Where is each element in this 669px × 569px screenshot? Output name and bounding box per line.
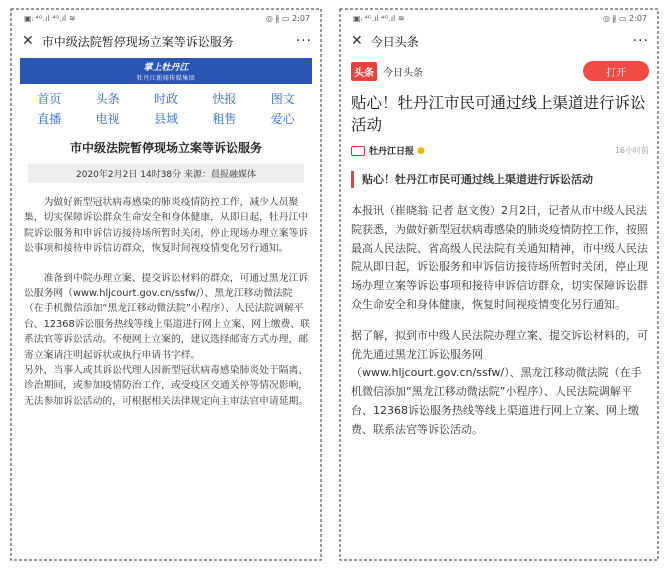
article-paragraph: 为做好新型冠状病毒感染的肺炎疫情防控工作，减少人员聚集，切实保障诉讼群众生命安全和身体健康，从即日起，牡丹江中院诉讼服务和申诉信访接待场所暂时关闭，停止现场办理立案等诉讼事项和接待申诉信访群众，恢复时间视疫情变化另行通知。 — [24, 197, 309, 255]
article-paragraph: 另外，当事人或其诉讼代理人因新型冠状病毒感染肺炎处于隔离、诊治期间，或参加疫情防治工作，或受疫区交通关停等情况影响，无法参加诉讼活动的，可根据相关法律规定向主审法官申请延期。 — [24, 365, 309, 407]
article-meta: 2020年2月2日 14时38分 来源：晨报融媒体 — [28, 164, 304, 183]
nav-item[interactable]: 图文 — [270, 92, 295, 106]
status-left: ▣ᵢ ⁴ᴳ.ıl ⁴ᴳ.ıl ≋ — [353, 13, 405, 23]
article-paragraph: 据了解，拟到市中级人民法院办理立案、提交诉讼材料的，可优先通过黑龙江诉讼服务网（www.hljcourt.gov.cn/ssfw/）、黑龙江移动微法院（在手机微信添加“黑龙江移动微法院”小程序）、人民法院调解平台、12368诉讼服务热线等线上渠道进行网上立案、网上缴费、联系法官等诉讼活动。 — [351, 328, 648, 436]
window-title: 今日头条 — [370, 34, 419, 49]
right-phone-screenshot — [339, 8, 659, 561]
more-icon[interactable]: ··· — [632, 33, 649, 49]
nav-item[interactable]: 头条 — [95, 92, 120, 106]
banner-brand: 掌上牡丹江 — [143, 63, 189, 73]
nav-item[interactable]: 租售 — [212, 112, 237, 126]
nav-item[interactable]: 首页 — [37, 92, 62, 106]
article-headline: 贴心！牡丹江市民可通过线上渠道进行诉讼活动 — [351, 94, 646, 134]
site-banner[interactable] — [20, 58, 312, 84]
article-paragraph: 本报讯（崔晓翁 记者 赵文俊）2月2日，记者从市中级人民法院获悉，为做好新型冠状病毒感染的肺炎疫情防控工作，按照最高人民法院、省高级人民法院有关通知精神，市中级人民法院从即日起，诉讼服务和申诉信访接待场所暂时关闭，停止现场办理立案等诉讼事项和接待申诉信访群众，切实保障诉讼群众生命安全和身体健康，恢复时间视疫情变化另行通知。 — [351, 204, 648, 311]
article-paragraph: 准备到中院办理立案、提交诉讼材料的群众，可通过黑龙江诉讼服务网（www.hljcourt.gov.cn/ssfw/）、黑龙江移动微法院（在手机微信添加“黑龙江移动微法院”小程序）、人民法院调解平台、12368诉讼服务热线等线上渠道进行网上立案、网上缴费、联系法官等诉讼活动。不便网上立案的，建议选择邮寄方式办理，邮寄立案请注明起诉状或执行申请书字样。 — [24, 272, 310, 361]
window-title: 市中级法院暂停现场立案等诉讼服务 — [41, 34, 234, 49]
status-bar — [10, 8, 322, 28]
left-phone-screenshot — [10, 8, 322, 561]
status-left: ▣ᵢ ⁴ᴳ.ıl ⁴ᴳ.ıl ≋ — [24, 13, 76, 23]
toutiao-logo: 头条 — [351, 62, 377, 81]
article-body — [24, 195, 310, 409]
status-right: ◎ ∦ ▭ 2:07 — [602, 13, 647, 23]
status-bar — [339, 8, 659, 28]
title-bar — [339, 28, 659, 54]
app-name: 今日头条 — [383, 67, 423, 79]
more-icon[interactable]: ··· — [295, 33, 312, 49]
source-logo-icon — [351, 146, 365, 156]
status-right: ◎ ∦ ▭ 2:07 — [265, 13, 310, 23]
close-icon[interactable]: ✕ — [351, 33, 363, 49]
publish-time: 16小时前 — [614, 146, 649, 155]
nav-item[interactable]: 电视 — [95, 112, 120, 126]
article-source — [351, 144, 649, 157]
source-name[interactable]: 牡丹江日报 — [369, 147, 415, 157]
nav-item[interactable]: 爱心 — [270, 112, 295, 126]
verified-icon: ● — [417, 145, 425, 156]
title-bar — [10, 28, 322, 54]
nav-item[interactable]: 直播 — [37, 112, 62, 126]
banner-sub: 牡丹江新闻传媒集团 — [136, 75, 196, 82]
close-icon[interactable]: ✕ — [22, 33, 34, 49]
site-nav — [20, 90, 312, 127]
nav-item[interactable]: 县域 — [153, 112, 178, 126]
nav-item[interactable]: 时政 — [153, 92, 178, 106]
open-app-button[interactable]: 打开 — [583, 61, 649, 81]
app-promo-bar — [351, 60, 649, 82]
nav-item[interactable]: 快报 — [212, 92, 237, 106]
article-headline: 市中级法院暂停现场立案等诉讼服务 — [69, 141, 262, 155]
article-quote: 贴心！牡丹江市民可通过线上渠道进行诉讼活动 — [351, 171, 649, 188]
article-body — [351, 202, 651, 440]
